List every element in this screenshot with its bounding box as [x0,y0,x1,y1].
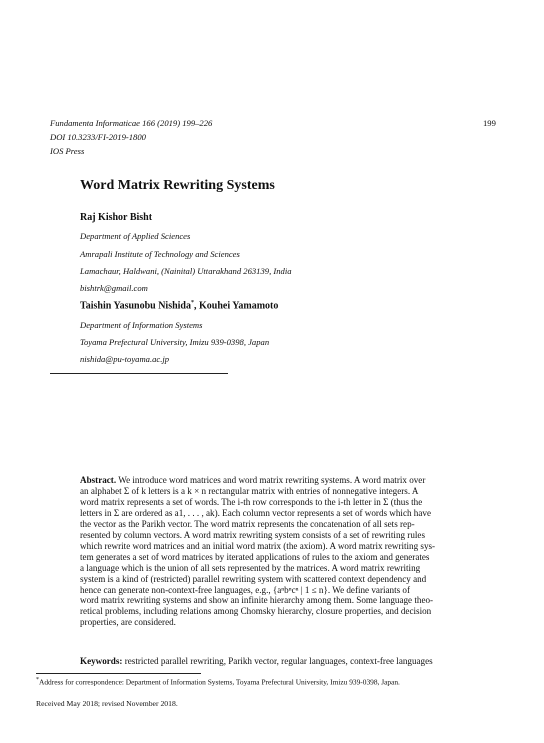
abstract-line: word matrix rewriting systems and show an infinite hierarchy among them. Some language theo- [80,595,434,606]
journal-citation: Fundamenta Informaticae 166 (2019) 199–226 [50,118,213,128]
abstract-line: a language which is the union of all sets represented by the matrices. A word matrix rewriting [80,562,421,573]
paper-title: Word Matrix Rewriting Systems [80,178,275,193]
affiliation-line: Department of Applied Sciences [80,231,191,241]
abstract-line: letters in Σ are ordered as a1, . . . , ak). Each column vector represents a set of words which have [80,507,431,518]
abstract-line: system is a kind of (restricted) parallel rewriting system with scattered context dependency and [80,573,427,584]
abstract [80,475,466,628]
page-number: 199 [483,118,496,128]
affiliation-line: Amrapali Institute of Technology and Sciences [80,249,240,259]
keywords-label: Keywords: [80,656,123,666]
footnote [36,677,400,686]
affiliation-line: Lamachaur, Haldwani, (Nainital) Uttarakhand 263139, India [80,266,292,276]
author-email: nishida@pu-toyama.ac.jp [80,354,170,364]
abstract-line: an alphabet Σ of k letters is a k × n rectangular matrix with entries of nonnegative integers. A [80,485,419,496]
author-email: bishtrk@gmail.com [80,283,148,293]
affiliation-line: Department of Information Systems [80,320,203,330]
abstract-line: Abstract. We introduce word matrices and word matrix rewriting systems. A word matrix over [80,475,426,485]
publisher: IOS Press [50,146,85,156]
author-names-2 [80,300,278,311]
received-dates: Received May 2018; revised November 2018. [36,699,178,708]
abstract-label: Abstract. [80,475,117,485]
author-name-yamamoto: , Kouhei Yamamoto [194,300,279,312]
author-name-nishida: Taishin Yasunobu Nishida [80,300,191,312]
footnote-mark: * [36,677,39,683]
keywords-text: restricted parallel rewriting, Parikh vector, regular languages, context-free languages [124,656,433,666]
affiliation-line: Toyama Prefectural University, Imizu 939-0398, Japan [80,337,270,347]
abstract-line: the vector as the Parikh vector. The word matrix represents the concatenation of all sets rep- [80,518,415,529]
abstract-line: hence can generate non-context-free languages, e.g., {aⁿbⁿcⁿ | 1 ≤ n}. We define variants of [80,584,411,595]
abstract-line: word matrix represents a set of words. The i-th row corresponds to the i-th letter in Σ (thus the [80,496,423,507]
footnote-text: Address for correspondence: Department of Information Systems, Toyama Prefectural University, Imizu 939-0398, Japan. [39,677,400,687]
author-name-1: Raj Kishor Bisht [80,212,153,223]
abstract-line: resented by column vectors. A word matrix rewriting system consists of a set of rewriting rules [80,529,425,540]
abstract-line: retical problems, including relations among Chomsky hierarchy, closure properties, and decision [80,606,432,617]
footnote-marker: * [191,300,194,306]
doi: DOI 10.3233/FI-2019-1800 [50,132,146,142]
section-rule [50,373,228,374]
footnote-rule [36,673,201,674]
abstract-line: tem generates a set of word matrices by iterated applications of rules to the axiom and generates [80,551,430,562]
abstract-line: properties, are considered. [80,617,176,628]
keywords [80,656,433,666]
abstract-line: which rewrite word matrices and an initial word matrix (the axiom). A word matrix rewriting sys- [80,540,436,551]
